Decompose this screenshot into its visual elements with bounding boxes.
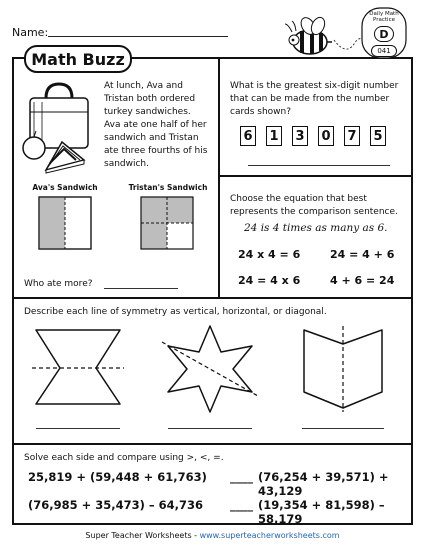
- q4-answer-line-3[interactable]: [302, 428, 384, 429]
- q2-text-3: cards shown?: [230, 107, 292, 117]
- row-divider-1: [14, 297, 411, 299]
- number-card: 3: [292, 126, 308, 146]
- number-card: 7: [344, 126, 360, 146]
- q2-text-1: What is the greatest six-digit number: [230, 81, 399, 91]
- chevron-shape: [298, 324, 388, 412]
- q5-instruction: Solve each side and compare using >, <, =.: [24, 453, 224, 463]
- q3-option[interactable]: 24 = 4 x 6: [238, 274, 301, 287]
- row-divider-2: [14, 443, 411, 445]
- page-title: Math Buzz: [24, 45, 132, 73]
- q3-option[interactable]: 24 x 4 = 6: [238, 248, 301, 261]
- ava-sandwich-label: Ava's Sandwich: [32, 183, 98, 192]
- star-shape: [160, 322, 260, 416]
- lunch-bag-icon: [20, 78, 98, 174]
- badge-title: Daily Math Practice: [369, 11, 399, 23]
- number-card: 1: [266, 126, 282, 146]
- q1-text-3: turkey sandwiches.: [104, 107, 191, 117]
- q2-text-2: that can be made from the number: [230, 94, 390, 104]
- name-field[interactable]: [48, 36, 228, 37]
- q3-option[interactable]: 24 = 4 + 6: [330, 248, 395, 261]
- right-cell-divider: [218, 175, 411, 177]
- tristan-sandwich-label: Tristan's Sandwich: [128, 183, 208, 192]
- number-card: 6: [240, 126, 256, 146]
- q3-comparison-sentence: 24 is 4 times as many as 6.: [244, 222, 388, 234]
- q5-row2-blank[interactable]: ____: [230, 498, 253, 512]
- q3-option[interactable]: 4 + 6 = 24: [330, 274, 395, 287]
- number-card: 5: [370, 126, 386, 146]
- ava-sandwich-diagram: [38, 196, 92, 250]
- q4-answer-line-2[interactable]: [168, 428, 252, 429]
- q1-answer-line[interactable]: [104, 288, 178, 289]
- q3-text-2: represents the comparison sentence.: [230, 207, 398, 217]
- q4-instruction: Describe each line of symmetry as vertical, horizontal, or diagonal.: [24, 307, 327, 317]
- number-card: 0: [318, 126, 334, 146]
- name-label: Name:: [12, 26, 49, 39]
- q1-text-2: Tristan both ordered: [104, 94, 196, 104]
- q5-row2-left: (76,985 + 35,473) – 64,736: [28, 498, 204, 512]
- q3-text-1: Choose the equation that best: [230, 194, 367, 204]
- hourglass-shape: [32, 326, 124, 408]
- q1-text-1: At lunch, Ava and: [104, 81, 183, 91]
- q5-row1-right: (76,254 + 39,571) + 43,129: [258, 470, 389, 498]
- footer: [0, 531, 425, 540]
- q1-text-6: ate three fourths of his: [104, 146, 208, 156]
- q5-row1-blank[interactable]: ____: [230, 470, 253, 484]
- q1-text-7: sandwich.: [104, 159, 149, 169]
- q1-text-4: Ava ate one half of her: [104, 120, 207, 130]
- q1-question: Who ate more?: [24, 279, 93, 289]
- footer-text: Super Teacher Worksheets -: [85, 531, 200, 540]
- tristan-sandwich-diagram: [140, 196, 194, 250]
- badge-number: 041: [371, 45, 397, 57]
- footer-link[interactable]: www.superteacherworksheets.com: [199, 531, 340, 540]
- column-divider: [218, 59, 220, 297]
- q5-row2-right: (19,354 + 81,598) – 58,179: [258, 498, 385, 526]
- q1-text-5: sandwich and Tristan: [104, 133, 199, 143]
- badge-letter: D: [374, 26, 394, 42]
- q2-answer-line[interactable]: [248, 165, 390, 166]
- q5-row1-left: 25,819 + (59,448 + 61,763): [28, 470, 207, 484]
- q4-answer-line-1[interactable]: [36, 428, 120, 429]
